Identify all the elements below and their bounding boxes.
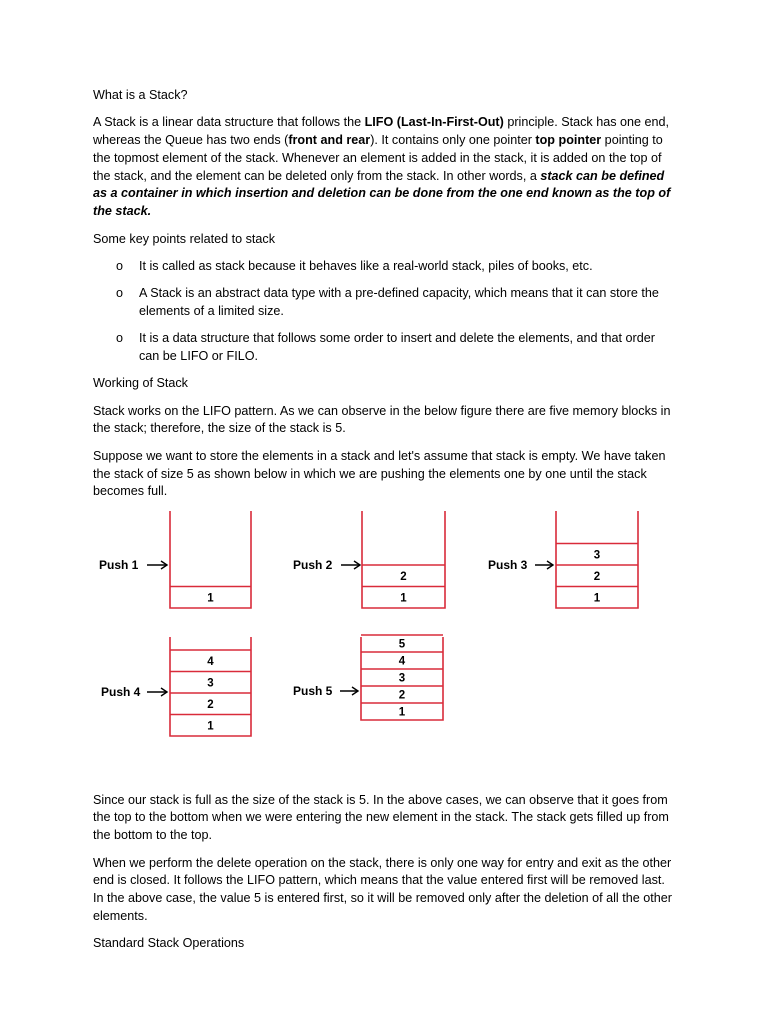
intro-text-1: A Stack is a linear data structure that follows the bbox=[93, 115, 365, 130]
push-label: Push 2 bbox=[293, 557, 333, 572]
working-paragraph-1: Stack works on the LIFO pattern. As we can observe in the below figure there are five memory blocks in the stack; therefore, the size of the stack is 5. bbox=[93, 403, 671, 436]
stack-cell-value: 2 bbox=[400, 570, 407, 583]
bullet-text: It is called as stack because it behaves like a real-world stack, piles of books, etc. bbox=[139, 258, 593, 273]
stack-diagram-3 bbox=[488, 511, 638, 608]
stack-cell-value: 1 bbox=[207, 719, 214, 732]
intro-bold-top-pointer: top pointer bbox=[535, 133, 602, 148]
stack-cell-value: 3 bbox=[207, 676, 214, 689]
stack-cell-value: 4 bbox=[398, 655, 406, 668]
after-figure-paragraph-1: Since our stack is full as the size of the stack is 5. In the above cases, we can observe that it goes from the top to the bottom when we were entering the new element in the stack. The stack gets filled up from the bottom to the top. bbox=[93, 792, 669, 843]
bullet-text: It is a data structure that follows some order to insert and delete the elements, and that order can be LIFO or FILO. bbox=[139, 331, 655, 364]
stack-push-figure bbox=[93, 511, 678, 766]
intro-bold-italic-definition: stack can be defined as a container in which insertion and deletion can be done from the one end known as the top of the stack. bbox=[93, 168, 671, 219]
intro-paragraph bbox=[93, 114, 678, 221]
stack-cell-value: 5 bbox=[398, 638, 406, 651]
heading-what-is-stack: What is a Stack? bbox=[93, 88, 188, 102]
key-points-list bbox=[93, 258, 678, 366]
stack-diagram-4 bbox=[101, 637, 251, 736]
bullet-text: A Stack is an abstract data type with a pre-defined capacity, which means that it can store the elements of a limited size. bbox=[139, 286, 659, 318]
stack-cell-value: 1 bbox=[398, 706, 406, 719]
stack-cell-value: 3 bbox=[593, 548, 601, 561]
push-label: Push 4 bbox=[101, 684, 141, 699]
push-label: Push 5 bbox=[293, 683, 333, 698]
list-item bbox=[93, 258, 678, 276]
document-body bbox=[93, 87, 678, 963]
working-paragraph-2: Suppose we want to store the elements in a stack and let's assume that stack is empty. We have taken the stack of size 5 as shown below in which we are pushing the elements one by one until the stack becomes full. bbox=[93, 448, 666, 499]
stack-cell-value: 1 bbox=[400, 591, 407, 604]
key-points-heading: Some key points related to stack bbox=[93, 231, 276, 246]
stack-cell-value: 1 bbox=[593, 591, 601, 604]
working-of-stack-heading: Working of Stack bbox=[93, 376, 188, 391]
stack-cell-value: 2 bbox=[593, 570, 601, 583]
push-label: Push 3 bbox=[488, 557, 528, 572]
after-figure-paragraph-2: When we perform the delete operation on the stack, there is only one way for entry and exit as the other end is closed. It follows the LIFO pattern, which means that the value entered first will be removed last. In the above case, the value 5 is entered first, so it will be removed only after the deletion of all the other elements. bbox=[93, 855, 672, 923]
intro-text-2: principle. Stack has one end, whereas the Queue has two ends ( bbox=[93, 115, 670, 148]
intro-bold-front-rear: front and rear bbox=[288, 133, 371, 148]
bullet-marker: o bbox=[116, 286, 124, 301]
stack-cell-value: 3 bbox=[398, 672, 406, 685]
bullet-marker: o bbox=[116, 258, 124, 273]
stack-push-diagram bbox=[0, 511, 768, 766]
intro-text-4: pointing to the topmost element of the stack. Whenever an element is added in the stack, it is added on the top of the stack, and the element can be deleted only from the stack. In other words, a bbox=[93, 133, 663, 183]
stack-cell-value: 1 bbox=[207, 591, 214, 604]
standard-stack-operations-heading: Standard Stack Operations bbox=[93, 936, 245, 951]
bullet-marker: o bbox=[116, 331, 124, 346]
stack-diagram-5 bbox=[293, 635, 443, 720]
list-item bbox=[93, 330, 678, 366]
stack-cell-value: 4 bbox=[207, 655, 214, 668]
stack-diagram-1 bbox=[99, 511, 251, 608]
list-item bbox=[93, 285, 678, 321]
intro-bold-lifo: LIFO (Last-In-First-Out) bbox=[364, 115, 504, 130]
stack-cell-value: 2 bbox=[398, 689, 406, 702]
stack-cell-value: 2 bbox=[207, 698, 214, 711]
push-label: Push 1 bbox=[99, 557, 139, 572]
stack-diagram-2 bbox=[293, 511, 445, 608]
intro-text-3: ). It contains only one pointer bbox=[370, 133, 536, 148]
